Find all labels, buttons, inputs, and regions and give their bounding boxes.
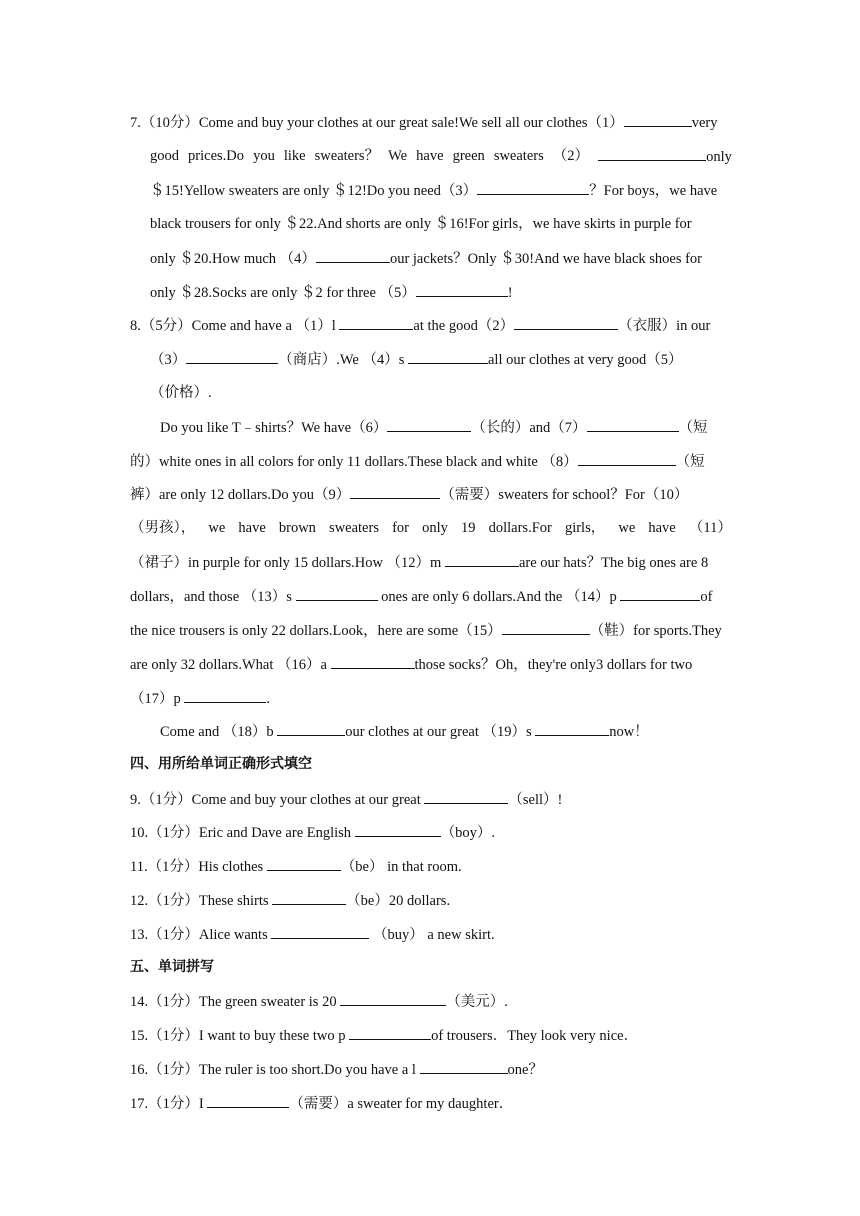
q8-line-7-word: have [238,520,266,536]
q7-line-6: only ＄28.Socks are only ＄2 for three （5） ! [150,282,513,303]
section-5-heading: 五、单词拼写 [130,959,214,975]
section-4-heading: 四、用所给单词正确形式填空 [130,756,312,772]
q8-line-7-word: we [618,520,636,536]
q12-line: 12.（1分）These shirts （be）20 dollars. [130,890,450,911]
q11-line: 11.（1分）His clothes （be） in that room. [130,856,462,877]
q8-line-8: （裙子）in purple for only 15 dollars.How （12）m are our hats？The big ones are 8 [130,552,708,573]
q16-line: 16.（1分）The ruler is too short.Do you have a l one？ [130,1059,543,1080]
q7-line-2-word: good [150,148,179,164]
q8-blank-9[interactable] [350,484,440,499]
q7-line-2 [150,146,732,167]
q7-line-4: black trousers for only ＄22.And shorts are only ＄16!For girls，we have skirts in purple for [150,216,692,232]
q8-blank-8[interactable] [578,451,676,466]
q11-blank[interactable] [267,856,341,871]
q7-blank-5[interactable] [416,282,508,297]
q8-line-7-word: we [208,520,226,536]
q7-line-5: only ＄20.How much （4） our jackets？Only ＄30!And we have black shoes for [150,248,702,269]
q8-line-13: Come and （18）b our clothes at our great （19）s now！ [160,721,649,742]
q8-line-7-word: dollars.For [488,520,552,536]
q8-blank-13[interactable] [296,586,378,601]
q8-line-2: （3） （商店）.We （4）s all our clothes at very good（5） [150,349,682,370]
q8-blank-6[interactable] [387,417,471,432]
q7-line-1: 7.（10分）Come and buy your clothes at our great sale!We sell all our clothes（1） very [130,112,718,133]
q8-line-7-word: （11） [688,520,732,536]
q8-line-5: 的）white ones in all colors for only 11 dollars.These black and white （8） （短 [130,451,705,472]
q7-line-2-word: We [388,148,408,164]
q8-line-7-word: brown [278,520,316,536]
q15-blank[interactable] [349,1025,431,1040]
q8-line-7-word: 19 [461,520,476,536]
q8-line-6: 裤）are only 12 dollars.Do you（9） （需要）sweaters for school？For（10） [130,484,688,505]
q8-blank-7[interactable] [587,417,679,432]
q8-blank-14[interactable] [620,586,700,601]
q15-line: 15.（1分）I want to buy these two p of trousers．They look very nice． [130,1025,638,1046]
q7-line-2-word: prices.Do [188,148,245,164]
q7-blank-3[interactable] [477,180,589,195]
q14-line: 14.（1分）The green sweater is 20 （美元）. [130,991,508,1012]
q8-blank-17[interactable] [184,688,266,703]
q7-line-2-end [598,146,732,167]
q7-blank-1[interactable] [624,112,692,127]
q14-blank[interactable] [340,991,446,1006]
q8-line-3: （价格）. [150,385,212,401]
q8-blank-19[interactable] [535,721,609,736]
q7-line-2-word: have [416,148,444,164]
q7-line-2-word: sweaters？ [314,148,380,164]
q7-line-2-number: （2） [552,148,590,164]
q13-line: 13.（1分）Alice wants （buy） a new skirt. [130,924,495,945]
q8-line-7-word: have [648,520,676,536]
q7-line-3: ＄15!Yellow sweaters are only ＄12!Do you need（3） ？For boys，we have [150,180,717,201]
q12-blank[interactable] [272,890,346,905]
q8-line-7-word: （男孩）， [130,520,196,536]
q7-line-2-word: sweaters [493,148,544,164]
q8-line-7-word: sweaters [329,520,379,536]
q9-line: 9.（1分）Come and buy your clothes at our great （sell）! [130,789,562,810]
q8-blank-2[interactable] [514,315,618,330]
q7-line-2-tail: only [706,149,732,165]
q10-blank[interactable] [355,822,441,837]
q17-line: 17.（1分）I （需要）a sweater for my daughter． [130,1093,513,1114]
q16-blank[interactable] [420,1059,508,1074]
q8-blank-12[interactable] [445,552,519,567]
q8-line-7-word: only [422,520,448,536]
q7-line-2-word: like [283,148,306,164]
q8-line-11: are only 32 dollars.What （16）a those socks？Oh，they're only3 dollars for two [130,654,692,675]
q8-line-7-word: girls， [564,520,606,536]
q8-line-7 [130,518,732,538]
q7-line-2-word: green [452,148,485,164]
q10-line: 10.（1分）Eric and Dave are English （boy）. [130,822,495,843]
q8-blank-18[interactable] [277,721,345,736]
q7-line-2-word: you [253,148,275,164]
q8-line-4: Do you like T﹣shirts？We have（6） （长的）and（7） （短 [160,417,708,438]
q8-blank-16[interactable] [331,654,415,669]
q8-line-7-word: for [392,520,409,536]
q8-line-1: 8.（5分）Come and have a （1）l at the good（2） （衣服）in our [130,315,710,336]
q8-blank-15[interactable] [502,620,590,635]
q13-blank[interactable] [271,924,369,939]
q8-line-9: dollars，and those （13）s ones are only 6 dollars.And the （14）p of [130,586,712,607]
q8-blank-1[interactable] [339,315,413,330]
q7-blank-2[interactable] [598,146,706,161]
q8-line-12: （17）p . [130,688,270,709]
q8-blank-3[interactable] [186,349,278,364]
q9-blank[interactable] [424,789,508,804]
q8-line-10: the nice trousers is only 22 dollars.Look，here are some（15） （鞋）for sports.They [130,620,722,641]
q8-blank-4[interactable] [408,349,488,364]
q17-blank[interactable] [207,1093,289,1108]
q7-blank-4[interactable] [316,248,390,263]
